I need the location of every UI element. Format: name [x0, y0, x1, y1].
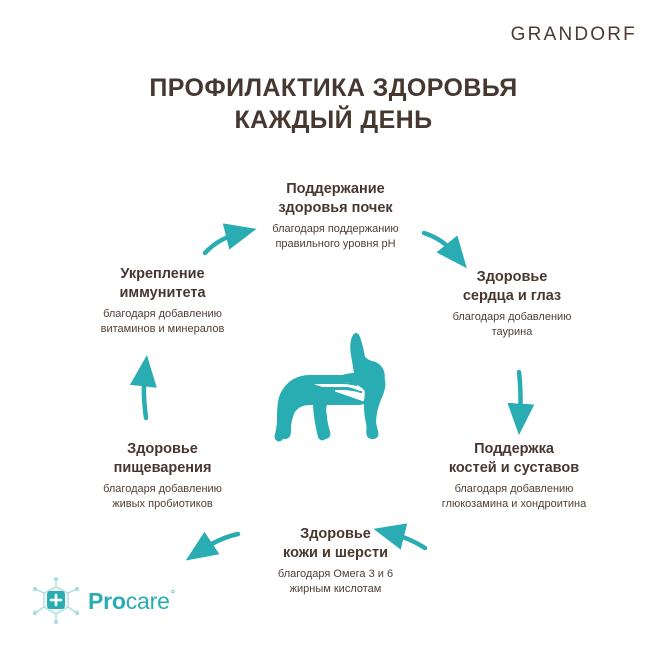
- node-digestion: [60, 440, 265, 512]
- node-digestion-heading-line2: пищеварения: [113, 459, 212, 476]
- arrow-heart-to-bones: [519, 372, 521, 418]
- node-heart-sub-line2: таурина: [491, 325, 533, 338]
- node-skin-sub-line1: благодаря Омега 3 и 6: [277, 568, 394, 581]
- node-digestion-sub-line2: живых пробиотиков: [112, 497, 213, 510]
- arrow-digestion-to-immunity: [144, 372, 146, 418]
- node-kidney-heading-line2: здоровья почек: [278, 199, 393, 216]
- procare-logo: [30, 577, 174, 625]
- procare-word-care: care: [125, 587, 170, 614]
- procare-degree-mark: °: [170, 588, 175, 601]
- node-immunity-heading-line1: Укрепление: [120, 266, 205, 282]
- node-bones-heading-line2: костей и суставов: [448, 459, 580, 476]
- node-heart-sub-line1: благодаря добавлению: [452, 311, 572, 324]
- node-skin-heading-line1: Здоровье: [300, 526, 371, 542]
- node-heart-heading-line2: сердца и глаз: [462, 287, 562, 304]
- node-digestion-sub-line1: благодаря добавлению: [103, 483, 222, 496]
- node-immunity-heading: [60, 265, 265, 302]
- node-heart: [412, 268, 612, 340]
- node-kidney-heading: [228, 180, 443, 217]
- node-heart-sub: [412, 310, 612, 339]
- node-bones-heading: [406, 440, 622, 477]
- page-title: [0, 72, 667, 136]
- node-bones-heading-line1: Поддержка: [474, 441, 554, 457]
- node-digestion-sub: [60, 482, 265, 511]
- node-kidney-heading-line1: Поддержание: [286, 181, 385, 197]
- node-kidney-sub-line2: правильного уровня pH: [275, 237, 396, 250]
- node-immunity-sub-line2: витаминов и минералов: [100, 322, 225, 335]
- page-title-line-1: ПРОФИЛАКТИКА ЗДОРОВЬЯ: [149, 74, 518, 102]
- page-title-line-2: КАЖДЫЙ ДЕНЬ: [234, 106, 433, 134]
- procare-wordmark: [88, 588, 174, 615]
- node-digestion-heading-line1: Здоровье: [127, 441, 198, 457]
- node-skin-sub-line2: жирным кислотам: [289, 582, 382, 595]
- node-heart-heading: [412, 268, 612, 305]
- node-digestion-heading: [60, 440, 265, 477]
- node-skin-heading-line2: кожи и шерсти: [283, 544, 388, 561]
- node-kidney: [228, 180, 443, 252]
- node-skin: [233, 525, 438, 597]
- node-bones-sub-line2: глюкозамина и хондроитина: [441, 497, 587, 510]
- node-kidney-sub-line1: благодаря поддержанию: [272, 223, 399, 236]
- node-skin-sub: [233, 567, 438, 596]
- node-immunity: [60, 265, 265, 337]
- node-skin-heading: [233, 525, 438, 562]
- node-bones-sub-line1: благодаря добавлению: [454, 483, 574, 496]
- procare-word-pro: Pro: [88, 587, 126, 614]
- node-heart-heading-line1: Здоровье: [476, 269, 548, 285]
- brand-logo: GRANDORF: [510, 24, 637, 45]
- node-bones-sub: [406, 482, 622, 511]
- node-immunity-sub-line1: благодаря добавлению: [103, 308, 222, 321]
- node-immunity-heading-line2: иммунитета: [119, 284, 206, 301]
- node-bones: [406, 440, 622, 512]
- procare-molecule-icon: [30, 577, 82, 625]
- node-kidney-sub: [228, 222, 443, 251]
- dog-silhouette-icon: [258, 330, 408, 445]
- node-immunity-sub: [60, 307, 265, 336]
